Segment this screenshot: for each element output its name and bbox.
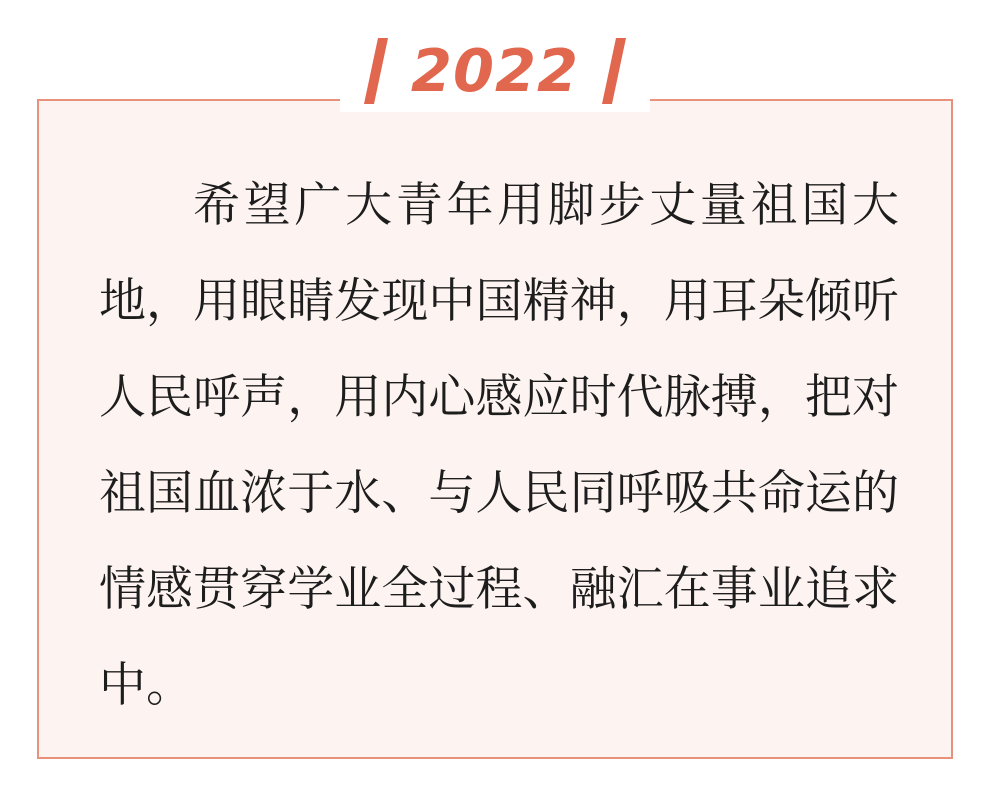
quote-frame	[37, 99, 953, 759]
slash-left-icon	[364, 38, 388, 104]
year-header	[0, 30, 990, 112]
slash-right-icon	[602, 38, 626, 104]
year-label: 2022	[410, 36, 580, 105]
quote-text: 希望广大青年用脚步丈量祖国大地，用眼睛发现中国精神，用耳朵倾听人民呼声，用内心感应时代脉搏，把对祖国血浓于水、与人民同呼吸共命运的情感贯穿学业全过程、融汇在事业追求中。	[99, 178, 899, 711]
